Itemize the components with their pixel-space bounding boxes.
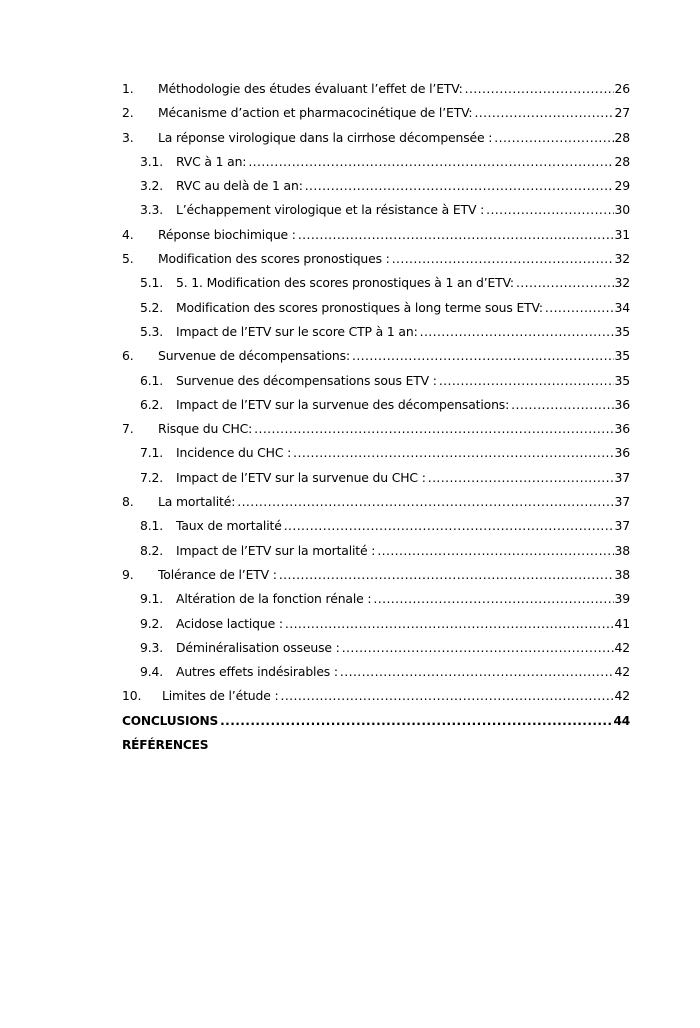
toc-entry-label: CONCLUSIONS	[122, 713, 219, 728]
toc-leader-dots	[377, 539, 613, 563]
toc-entry-page: 37	[614, 469, 630, 485]
toc-entry[interactable]	[122, 660, 630, 684]
toc-leader-dots	[373, 587, 613, 611]
toc-entry[interactable]	[122, 393, 630, 417]
toc-entry-label: La mortalité:	[158, 494, 236, 510]
toc-entry-page: 27	[614, 105, 630, 121]
toc-leader-dots	[486, 198, 613, 222]
toc-entry-page: 31	[614, 226, 630, 242]
toc-entry-label: Mécanisme d’action et pharmacocinétique de l’ETV:	[158, 105, 473, 121]
toc-entry-number: 3.1.	[140, 153, 164, 169]
toc-entry[interactable]	[122, 709, 630, 733]
toc-entry[interactable]	[122, 417, 630, 441]
toc-entry-label: 5. 1. Modification des scores pronostiques à 1 an d’ETV:	[176, 275, 514, 291]
toc-entry-label: RÉFÉRENCES	[122, 738, 209, 753]
toc-entry-number: 7.2.	[140, 469, 164, 485]
toc-entry[interactable]	[122, 296, 630, 320]
toc-entry[interactable]	[122, 563, 630, 587]
toc-entry-page: 39	[614, 591, 630, 607]
toc-leader-dots	[279, 563, 614, 587]
toc-entry-page: 35	[614, 372, 630, 388]
toc-entry-number: 5.	[122, 251, 134, 267]
toc-entry-label: Risque du CHC:	[158, 421, 253, 437]
toc-entry-page: 42	[614, 664, 630, 680]
toc-entry-page: 36	[614, 445, 630, 461]
toc-entry[interactable]	[122, 101, 630, 125]
toc-entry-number: 6.2.	[140, 396, 164, 412]
toc-entry[interactable]	[122, 441, 630, 465]
toc-entry-label: Survenue de décompensations:	[158, 348, 350, 364]
toc-entry[interactable]	[122, 271, 630, 295]
toc-leader-dots	[342, 636, 614, 660]
toc-entry-page: 29	[614, 178, 630, 194]
toc-entry-page: 35	[614, 323, 630, 339]
toc-entry-page: 42	[614, 639, 630, 655]
toc-entry[interactable]	[122, 369, 630, 393]
toc-entry[interactable]	[122, 466, 630, 490]
toc-entry-page: 38	[614, 566, 630, 582]
toc-entry[interactable]	[122, 77, 630, 101]
toc-entry-label: Taux de mortalité	[176, 518, 282, 534]
toc-entry-number: 5.1.	[140, 275, 164, 291]
toc-leader-dots	[474, 101, 613, 125]
toc-leader-dots	[516, 271, 614, 295]
toc-entry-number: 9.1.	[140, 591, 164, 607]
toc-entry-page: 36	[614, 421, 630, 437]
toc-entry-label: Impact de l’ETV sur la mortalité :	[176, 542, 376, 558]
toc-entry-label: Altération de la fonction rénale :	[176, 591, 372, 607]
toc-entry-number: 3.2.	[140, 178, 164, 194]
toc-leader-dots	[392, 247, 614, 271]
toc-leader-dots	[237, 490, 613, 514]
toc-entry[interactable]	[122, 636, 630, 660]
toc-leader-dots	[254, 417, 613, 441]
toc-entry-number: 4.	[122, 226, 134, 242]
toc-entry-number: 1.	[122, 81, 134, 96]
toc-leader-dots	[305, 174, 614, 198]
toc-entry[interactable]	[122, 539, 630, 563]
toc-entry-number: 8.	[122, 494, 134, 510]
toc-leader-dots	[280, 684, 613, 708]
toc-entry-label: Méthodologie des études évaluant l’effet de l’ETV:	[158, 81, 463, 96]
toc-entry[interactable]	[122, 223, 630, 247]
toc-entry[interactable]	[122, 587, 630, 611]
toc-entry[interactable]	[122, 612, 630, 636]
toc-entry-number: 10.	[122, 688, 142, 704]
toc-entry-label: Limites de l’étude :	[162, 688, 279, 704]
toc-entry-page: 42	[614, 688, 630, 704]
toc-leader-dots	[293, 441, 613, 465]
toc-entry-page: 37	[614, 518, 630, 534]
toc-entry-page: 37	[614, 494, 630, 510]
toc-leader-dots	[545, 296, 614, 320]
toc-entry[interactable]	[122, 514, 630, 538]
toc-leader-dots	[494, 126, 613, 150]
toc-entry-page: 32	[614, 251, 630, 267]
toc-entry-label: Réponse biochimique :	[158, 226, 296, 242]
toc-entry-number: 9.	[122, 566, 134, 582]
toc-leader-dots	[285, 612, 614, 636]
toc-entry-label: Modification des scores pronostiques à long terme sous ETV:	[176, 299, 543, 315]
toc-entry-page: 28	[614, 153, 630, 169]
toc-entry[interactable]	[122, 247, 630, 271]
toc-entry[interactable]	[122, 684, 630, 708]
toc-entry-number: 9.4.	[140, 664, 164, 680]
toc-entry-label: L’échappement virologique et la résistance à ETV :	[176, 202, 485, 218]
toc-entry-label: Impact de l’ETV sur la survenue des décompensations:	[176, 396, 510, 412]
toc-entry-label: Impact de l’ETV sur le score CTP à 1 an:	[176, 323, 418, 339]
toc-entry[interactable]	[122, 126, 630, 150]
toc-entry-label: Survenue des décompensations sous ETV :	[176, 372, 437, 388]
toc-entry-label: La réponse virologique dans la cirrhose décompensée :	[158, 129, 493, 145]
toc-leader-dots	[298, 223, 614, 247]
toc-entry-page: 34	[614, 299, 630, 315]
toc-entry-label: RVC à 1 an:	[176, 153, 247, 169]
toc-entry-page: 41	[614, 615, 630, 631]
toc-leader-dots	[340, 660, 614, 684]
table-of-contents	[122, 77, 630, 757]
toc-entry-page: 38	[614, 542, 630, 558]
toc-entry-number: 5.2.	[140, 299, 164, 315]
toc-entry-number: 8.2.	[140, 542, 164, 558]
toc-entry-number: 9.2.	[140, 615, 164, 631]
toc-entry-number: 9.3.	[140, 639, 164, 655]
toc-leader-dots	[352, 344, 614, 368]
toc-entry-label: Impact de l’ETV sur la survenue du CHC :	[176, 469, 426, 485]
toc-entry[interactable]	[122, 198, 630, 222]
toc-entry-label: Acidose lactique :	[176, 615, 283, 631]
toc-entry-page: 35	[614, 348, 630, 364]
toc-entry-page: 30	[614, 202, 630, 218]
toc-entry-label: Tolérance de l’ETV :	[158, 566, 277, 582]
toc-entry[interactable]	[122, 174, 630, 198]
toc-entry-page: 28	[614, 129, 630, 145]
toc-entry-number: 7.1.	[140, 445, 164, 461]
toc-entry[interactable]	[122, 733, 630, 757]
toc-entry-number: 8.1.	[140, 518, 164, 534]
toc-entry-number: 3.	[122, 129, 134, 145]
toc-entry-label: Autres effets indésirables :	[176, 664, 338, 680]
toc-entry-number: 7.	[122, 421, 134, 437]
toc-entry-label: RVC au delà de 1 an:	[176, 178, 303, 194]
toc-entry-number: 6.	[122, 348, 134, 364]
toc-leader-dots	[439, 369, 614, 393]
toc-entry-number: 2.	[122, 105, 134, 121]
toc-entry-number: 3.3.	[140, 202, 164, 218]
toc-leader-dots	[465, 77, 614, 101]
toc-entry-page: 44	[613, 713, 630, 728]
toc-entry-page: 26	[614, 81, 630, 96]
toc-entry[interactable]	[122, 344, 630, 368]
toc-entry-number: 5.3.	[140, 323, 164, 339]
toc-entry-label: Déminéralisation osseuse :	[176, 639, 340, 655]
toc-entry-page: 32	[614, 275, 630, 291]
toc-entry-page: 36	[614, 396, 630, 412]
toc-entry[interactable]	[122, 320, 630, 344]
toc-leader-dots	[284, 514, 614, 538]
toc-leader-dots	[220, 709, 612, 733]
toc-entry[interactable]	[122, 490, 630, 514]
toc-leader-dots	[420, 320, 614, 344]
toc-entry-label: Modification des scores pronostiques :	[158, 251, 390, 267]
toc-leader-dots	[248, 150, 613, 174]
toc-leader-dots	[511, 393, 613, 417]
toc-leader-dots	[428, 466, 614, 490]
toc-entry[interactable]	[122, 150, 630, 174]
toc-entry-number: 6.1.	[140, 372, 164, 388]
toc-entry-label: Incidence du CHC :	[176, 445, 292, 461]
